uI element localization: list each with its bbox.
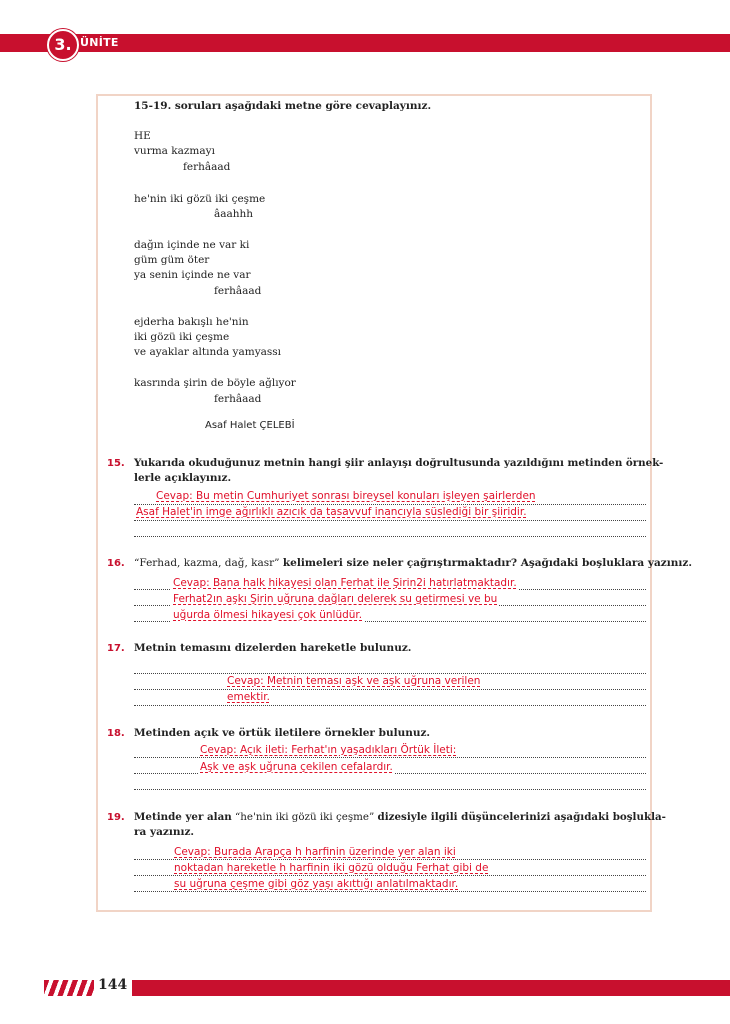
answer-line (134, 891, 646, 892)
answer-line (134, 789, 646, 790)
poem-line: güm güm öter (134, 254, 210, 266)
answer-text: Asaf Halet'in imge ağırlıklı azıcık da tasavvuf inancıyla süslediği bir şiiridir. (136, 506, 527, 518)
question-prompt: kelimeleri size neler çağrıştırmaktadır? Aşağıdaki boşluklara yazınız. (282, 557, 692, 569)
page-number: 144 (98, 977, 128, 993)
answer-text: uğurda ölmesi hikayesi çok ünlüdür. (173, 609, 363, 621)
question-text: lerle açıklayınız. (134, 472, 232, 484)
poem-line: ya senin içinde ne var (134, 269, 251, 281)
poem-line: he'nin iki gözü iki çeşme (134, 193, 266, 205)
question-text: Yukarıda okuduğunuz metnin hangi şiir anlayışı doğrultusunda yazıldığını metinden örnek- (134, 457, 664, 469)
poem-line: HE (134, 130, 151, 142)
poem-line: ejderha bakışlı he'nin (134, 316, 249, 328)
poem-line: iki gözü iki çeşme (134, 331, 230, 343)
question-prompt-end: dizesiyle ilgili düşüncelerinizi aşağıdaki boşlukla- (377, 811, 666, 823)
question-text: Metnin temasını dizelerden hareketle bulunuz. (134, 642, 412, 654)
answer-text: Ferhat2ın aşkı Şirin uğruna dağları delerek su getirmesi ve bu (173, 593, 498, 605)
poem-line: ferhâaad (214, 285, 262, 297)
footer-stripes (44, 980, 94, 996)
answer-line (134, 757, 646, 758)
question-number: 15. (107, 458, 125, 469)
poem-line: dağın içinde ne var ki (134, 239, 250, 251)
question-number: 19. (107, 812, 125, 823)
answer-text: emektir. (227, 691, 270, 703)
question-quote: “he'nin iki gözü iki çeşme” (235, 811, 375, 823)
question-text: ra yazınız. (134, 826, 195, 838)
question-number: 17. (107, 643, 125, 654)
question-prompt-start: Metinde yer alan (134, 811, 232, 823)
answer-line (134, 673, 646, 674)
poem-line: ferhâaad (214, 393, 262, 405)
answer-text: Cevap: Burada Arapça h harfinin üzerinde yer alan iki (174, 846, 456, 858)
poem-line: ve ayaklar altında yamyassı (134, 346, 282, 358)
question-text (134, 811, 666, 824)
unit-number-badge: 3. (47, 29, 79, 61)
answer-line (134, 875, 646, 876)
answer-text: su uğruna çeşme gibi göz yaşı akıttığı anlatılmaktadır. (174, 878, 459, 890)
question-keywords: “Ferhad, kazma, dağ, kasr” (134, 557, 280, 569)
poem-line: âaahhh (214, 208, 254, 220)
answer-line (134, 689, 646, 690)
intro-instruction: 15-19. soruları aşağıdaki metne göre cevaplayınız. (134, 100, 432, 112)
question-text: Metinden açık ve örtük iletilere örnekler bulunuz. (134, 727, 431, 739)
answer-line (134, 520, 646, 521)
footer-bar (132, 980, 730, 996)
answer-text: noktadan hareketle h harfinin iki gözü olduğu Ferhat gibi de (174, 862, 489, 874)
answer-text: Cevap: Metnin teması aşk ve aşk uğruna verilen (227, 675, 481, 687)
answer-line (134, 705, 646, 706)
question-number: 18. (107, 728, 125, 739)
unit-label: ÜNİTE (80, 36, 119, 49)
poem-author: Asaf Halet ÇELEBİ (205, 420, 295, 431)
answer-text: Cevap: Bana halk hikayesi olan Ferhat ile Şirin2i hatırlatmaktadır. (173, 577, 517, 589)
answer-line (134, 536, 646, 537)
answer-line (134, 504, 646, 505)
answer-text: Cevap: Bu metin Cumhuriyet sonrası bireysel konuları işleyen şairlerden (156, 490, 536, 502)
poem-line: kasrında şirin de böyle ağlıyor (134, 377, 296, 389)
poem-line: vurma kazmayı (134, 145, 215, 157)
answer-text: Cevap: Açık ileti: Ferhat'ın yaşadıkları Örtük İleti: (200, 744, 457, 756)
question-number: 16. (107, 558, 125, 569)
question-text (134, 557, 692, 570)
poem-line: ferhâaad (183, 161, 231, 173)
answer-line (134, 859, 646, 860)
answer-text: Aşk ve aşk uğruna çekilen cefalardır. (200, 761, 393, 773)
